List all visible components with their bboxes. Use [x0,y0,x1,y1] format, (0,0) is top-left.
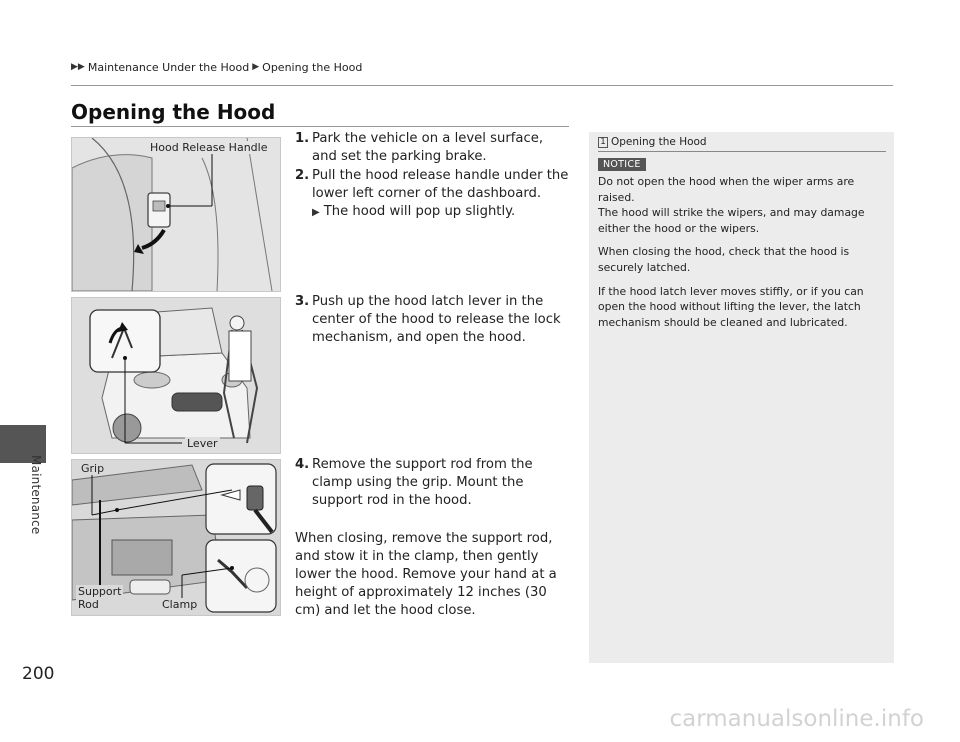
note-body [598,174,884,330]
hood-release-figure [71,137,281,292]
step-3 [295,293,570,347]
step-4 [295,456,570,510]
note-title: Opening the Hood [611,136,707,148]
step-number: 1. [295,131,310,146]
support-label-line: Support [78,585,122,598]
watermark: carmanualsonline.info [669,706,924,732]
step-number: 3. [295,294,310,309]
step-1 [295,130,570,166]
breadcrumb [71,61,362,74]
step-text: Pull the hood release handle under the lower left corner of the dashboard. [312,168,569,201]
note-header [598,136,886,152]
step-result-text: The hood will pop up slightly. [323,204,516,219]
hood-lever-figure [71,297,281,454]
step-number: 2. [295,168,310,183]
step-2 [295,167,570,221]
step-number: 4. [295,457,310,472]
closing-paragraph: When closing, remove the support rod, and stow it in the clamp, then gently lower the hood. Remove your hand at a height of approximately 12 inches (30 cm) and let the hood close. [295,531,557,618]
hood-release-handle-label: Hood Release Handle [150,141,268,154]
breadcrumb-item[interactable]: Opening the Hood [262,61,363,74]
title-divider [71,126,569,127]
notice-badge: NOTICE [598,158,646,171]
rod-label-line: Rod [78,598,99,611]
breadcrumb-item[interactable]: Maintenance Under the Hood [87,61,250,74]
note-panel [589,132,894,663]
step-text: Park the vehicle on a level surface, and set the parking brake. [312,131,544,164]
lever-label: Lever [187,437,218,450]
grip-label: Grip [81,462,105,475]
note-paragraph: Do not open the hood when the wiper arms are raised. The hood will strike the wipers, and may damage either the hood or the wipers. [598,175,865,235]
hood-lever-illustration [72,298,280,453]
note-paragraph: When closing the hood, check that the hood is securely latched. [598,245,850,274]
step-text: Push up the hood latch lever in the center of the hood to release the lock mechanism, and open the hood. [312,294,561,345]
page-number: 200 [22,664,55,684]
page-title: Opening the Hood [71,100,276,124]
breadcrumb-arrow-icon: ▶ [252,62,260,72]
header-divider [71,85,893,86]
clamp-label: Clamp [162,598,198,611]
result-arrow-icon: ▶ [312,207,320,218]
step-result [295,203,570,221]
section-label: Maintenance [29,455,43,535]
note-ref-icon: 1 [598,137,608,148]
support-rod-label [76,585,123,611]
note-paragraph: If the hood latch lever moves stiffly, or if you can open the hood without lifting the lever, the latch mechanism should be cleaned and lubricated. [598,284,864,329]
support-rod-figure [71,459,281,616]
step-text: Remove the support rod from the clamp using the grip. Mount the support rod in the hood. [312,457,533,508]
hood-release-illustration [72,138,280,291]
breadcrumb-arrow-icon: ▶▶ [71,62,85,72]
